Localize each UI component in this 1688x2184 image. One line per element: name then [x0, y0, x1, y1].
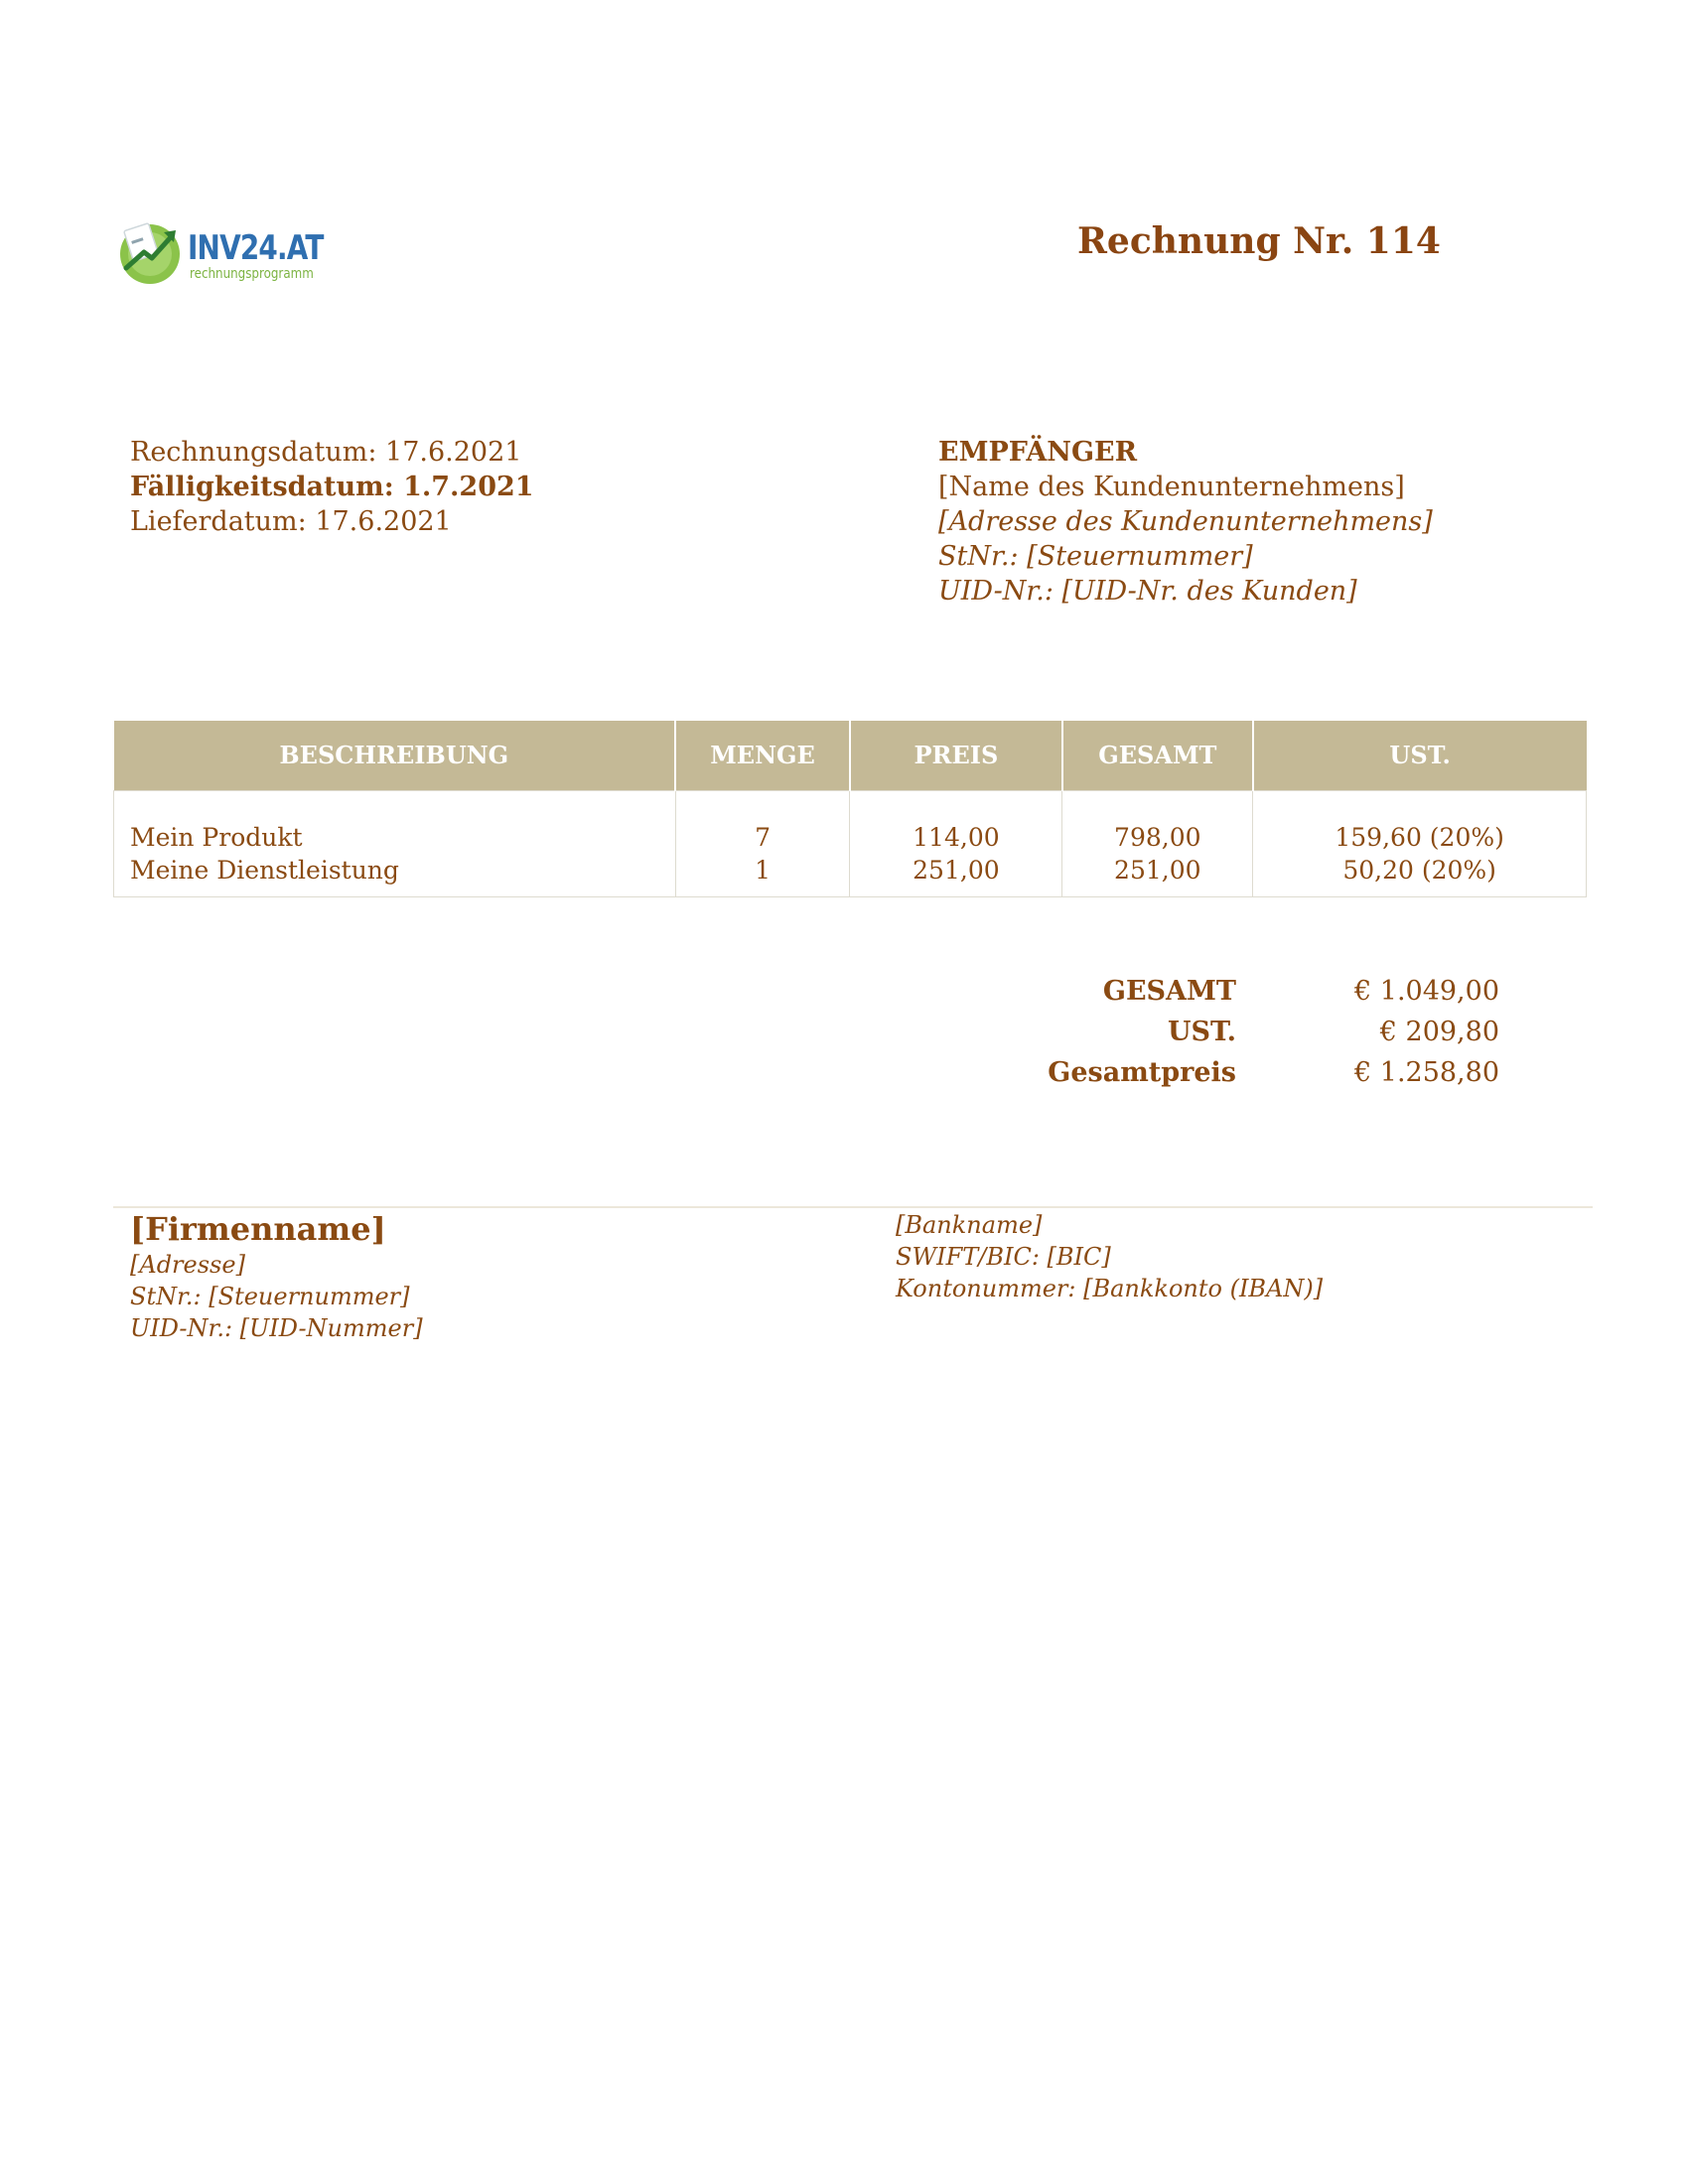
logo-name: INV24.AT	[188, 228, 324, 268]
subtotal-row	[993, 971, 1499, 1012]
items-table	[113, 721, 1587, 897]
item-total: 251,00	[1114, 855, 1201, 885]
column-header-quantity: MENGE	[675, 721, 850, 790]
column-header-description: BESCHREIBUNG	[114, 721, 676, 790]
grand-total-row	[993, 1052, 1499, 1093]
grand-total-value: € 1.258,80	[1354, 1057, 1499, 1088]
delivery-date: Lieferdatum: 17.6.2021	[130, 506, 452, 537]
totals-block	[993, 971, 1499, 1093]
column-header-total: GESAMT	[1062, 721, 1253, 790]
company-tax-number: StNr.: [Steuernummer]	[130, 1283, 410, 1310]
subtotal-label: GESAMT	[1102, 976, 1236, 1007]
vat-total-value: € 209,80	[1379, 1017, 1499, 1047]
recipient-vat-id: UID-Nr.: [UID-Nr. des Kunden]	[938, 576, 1357, 607]
bank-name: [Bankname]	[896, 1211, 1043, 1239]
company-info	[130, 1209, 423, 1344]
invoice-dates	[130, 435, 534, 539]
recipient-address: [Adresse des Kundenunternehmens]	[938, 506, 1433, 537]
bank-swift: SWIFT/BIC: [BIC]	[896, 1243, 1111, 1271]
footer-divider	[113, 1206, 1593, 1208]
item-vat: 50,20 (20%)	[1342, 855, 1496, 885]
vat-total-row	[993, 1012, 1499, 1052]
column-header-price: PREIS	[850, 721, 1062, 790]
quantity-cell	[675, 790, 850, 896]
invoice-title: Rechnung Nr. 114	[1077, 220, 1441, 262]
item-vat: 159,60 (20%)	[1335, 822, 1504, 852]
item-quantity: 7	[755, 822, 771, 852]
item-description: Mein Produkt	[130, 822, 303, 852]
table-row	[114, 790, 1587, 896]
recipient-heading: EMPFÄNGER	[938, 437, 1138, 468]
logo-tagline: rechnungsprogramm	[190, 266, 314, 282]
due-date: Fälligkeitsdatum: 1.7.2021	[130, 472, 534, 502]
subtotal-value: € 1.049,00	[1354, 976, 1499, 1007]
item-total: 798,00	[1114, 822, 1201, 852]
item-price: 251,00	[913, 855, 1000, 885]
column-header-vat: UST.	[1253, 721, 1587, 790]
price-cell	[850, 790, 1062, 896]
recipient-block	[938, 435, 1433, 609]
invoice-date: Rechnungsdatum: 17.6.2021	[130, 437, 522, 468]
company-address: [Adresse]	[130, 1251, 245, 1279]
bank-account: Kontonummer: [Bankkonto (IBAN)]	[896, 1275, 1324, 1302]
logo-chart-icon	[114, 216, 184, 288]
vat-cell	[1253, 790, 1587, 896]
grand-total-label: Gesamtpreis	[1048, 1057, 1236, 1088]
bank-info	[896, 1209, 1323, 1304]
item-description: Meine Dienstleistung	[130, 855, 399, 885]
item-quantity: 1	[755, 855, 771, 885]
company-name: [Firmenname]	[130, 1210, 386, 1248]
vat-total-label: UST.	[1167, 1017, 1236, 1047]
recipient-tax-number: StNr.: [Steuernummer]	[938, 541, 1253, 572]
description-cell	[114, 790, 676, 896]
company-logo	[114, 216, 324, 291]
item-price: 114,00	[913, 822, 1000, 852]
table-header-row	[114, 721, 1587, 790]
company-vat-id: UID-Nr.: [UID-Nummer]	[130, 1314, 423, 1342]
total-cell	[1062, 790, 1253, 896]
recipient-name: [Name des Kundenunternehmens]	[938, 472, 1405, 502]
